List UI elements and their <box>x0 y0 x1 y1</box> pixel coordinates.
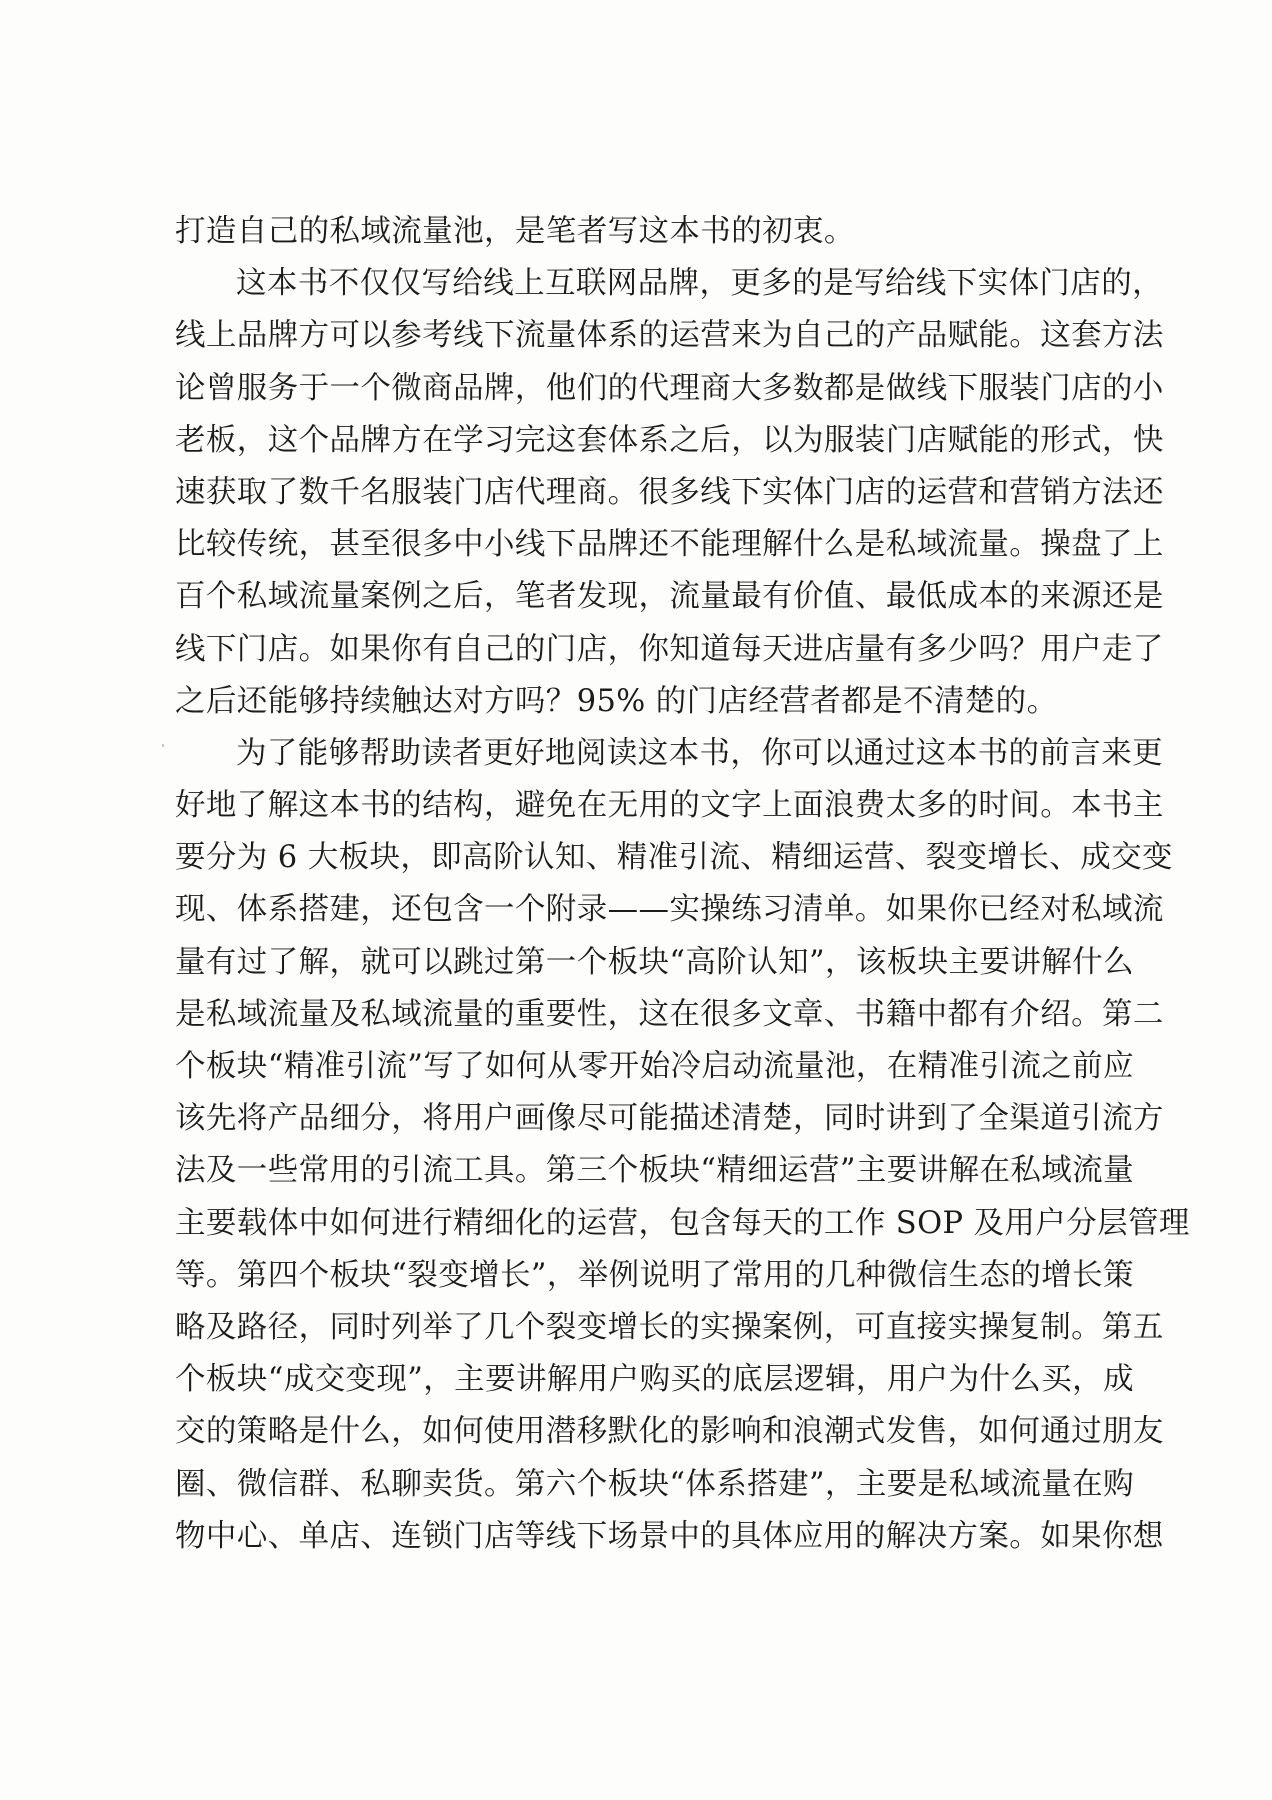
text-line: 为了能够帮助读者更好地阅读这本书，你可以通过这本书的前言来更 <box>236 735 1163 771</box>
text-line: 这本书不仅仅写给线上互联网品牌，更多的是写给线下实体门店的， <box>236 266 1163 302</box>
text-line: 论曾服务于一个微商品牌，他们的代理商大多数都是做线下服装门店的小 <box>175 370 1164 406</box>
scan-speck <box>162 744 164 747</box>
text-line: 好地了解这本书的结构，避免在无用的文字上面浪费太多的时间。本书主 <box>175 788 1164 824</box>
text-line: 等。第四个板块“裂变增长”，举例说明了常用的几种微信生态的增长策 <box>175 1257 1134 1293</box>
text-line: 比较传统，甚至很多中小线下品牌还不能理解什么是私域流量。操盘了上 <box>175 527 1164 563</box>
text-line: 交的策略是什么，如何使用潜移默化的影响和浪潮式发售，如何通过朋友 <box>175 1414 1164 1450</box>
text-line: 线上品牌方可以参考线下流量体系的运营来为自己的产品赋能。这套方法 <box>175 318 1164 354</box>
text-line: 打造自己的私域流量池，是笔者写这本书的初衷。 <box>175 214 855 249</box>
text-line: 线下门店。如果你有自己的门店，你知道每天进店量有多少吗？用户走了 <box>175 631 1164 667</box>
text-line: 个板块“精准引流”写了如何从零开始冷启动流量池，在精准引流之前应 <box>175 1049 1134 1084</box>
text-line: 该先将产品细分，将用户画像尽可能描述清楚，同时讲到了全渠道引流方 <box>175 1101 1164 1137</box>
text-line: 法及一些常用的引流工具。第三个板块“精细运营”主要讲解在私域流量 <box>175 1153 1134 1189</box>
text-line: 物中心、单店、连锁门店等线下场景中的具体应用的解决方案。如果你想 <box>175 1518 1164 1554</box>
text-line: 个板块“成交变现”，主要讲解用户购买的底层逻辑，用户为什么买，成 <box>175 1362 1134 1398</box>
text-line: 要分为 6 大板块，即高阶认知、精准引流、精细运营、裂变增长、成交变 <box>175 840 1173 876</box>
text-line: 速获取了数千名服装门店代理商。很多线下实体门店的运营和营销方法还 <box>175 474 1164 510</box>
text-line: 略及路径，同时列举了几个裂变增长的实操案例，可直接实操复制。第五 <box>175 1309 1164 1345</box>
body-text <box>175 206 1190 1563</box>
text-line: 现、体系搭建，还包含一个附录——实操练习清单。如果你已经对私域流 <box>175 892 1164 928</box>
text-line: 圈、微信群、私聊卖货。第六个板块“体系搭建”，主要是私域流量在购 <box>175 1466 1134 1502</box>
text-line: 之后还能够持续触达对方吗？95% 的门店经营者都是不清楚的。 <box>175 683 1058 719</box>
text-line: 主要载体中如何进行精细化的运营，包含每天的工作 SOP 及用户分层管理 <box>175 1205 1190 1241</box>
text-line: 是私域流量及私域流量的重要性，这在很多文章、书籍中都有介绍。第二 <box>175 996 1164 1032</box>
text-line: 量有过了解，就可以跳过第一个板块“高阶认知”，该板块主要讲解什么 <box>175 944 1134 980</box>
text-line: 百个私域流量案例之后，笔者发现，流量最有价值、最低成本的来源还是 <box>175 579 1164 615</box>
text-line: 老板，这个品牌方在学习完这套体系之后，以为服装门店赋能的形式，快 <box>175 422 1164 458</box>
